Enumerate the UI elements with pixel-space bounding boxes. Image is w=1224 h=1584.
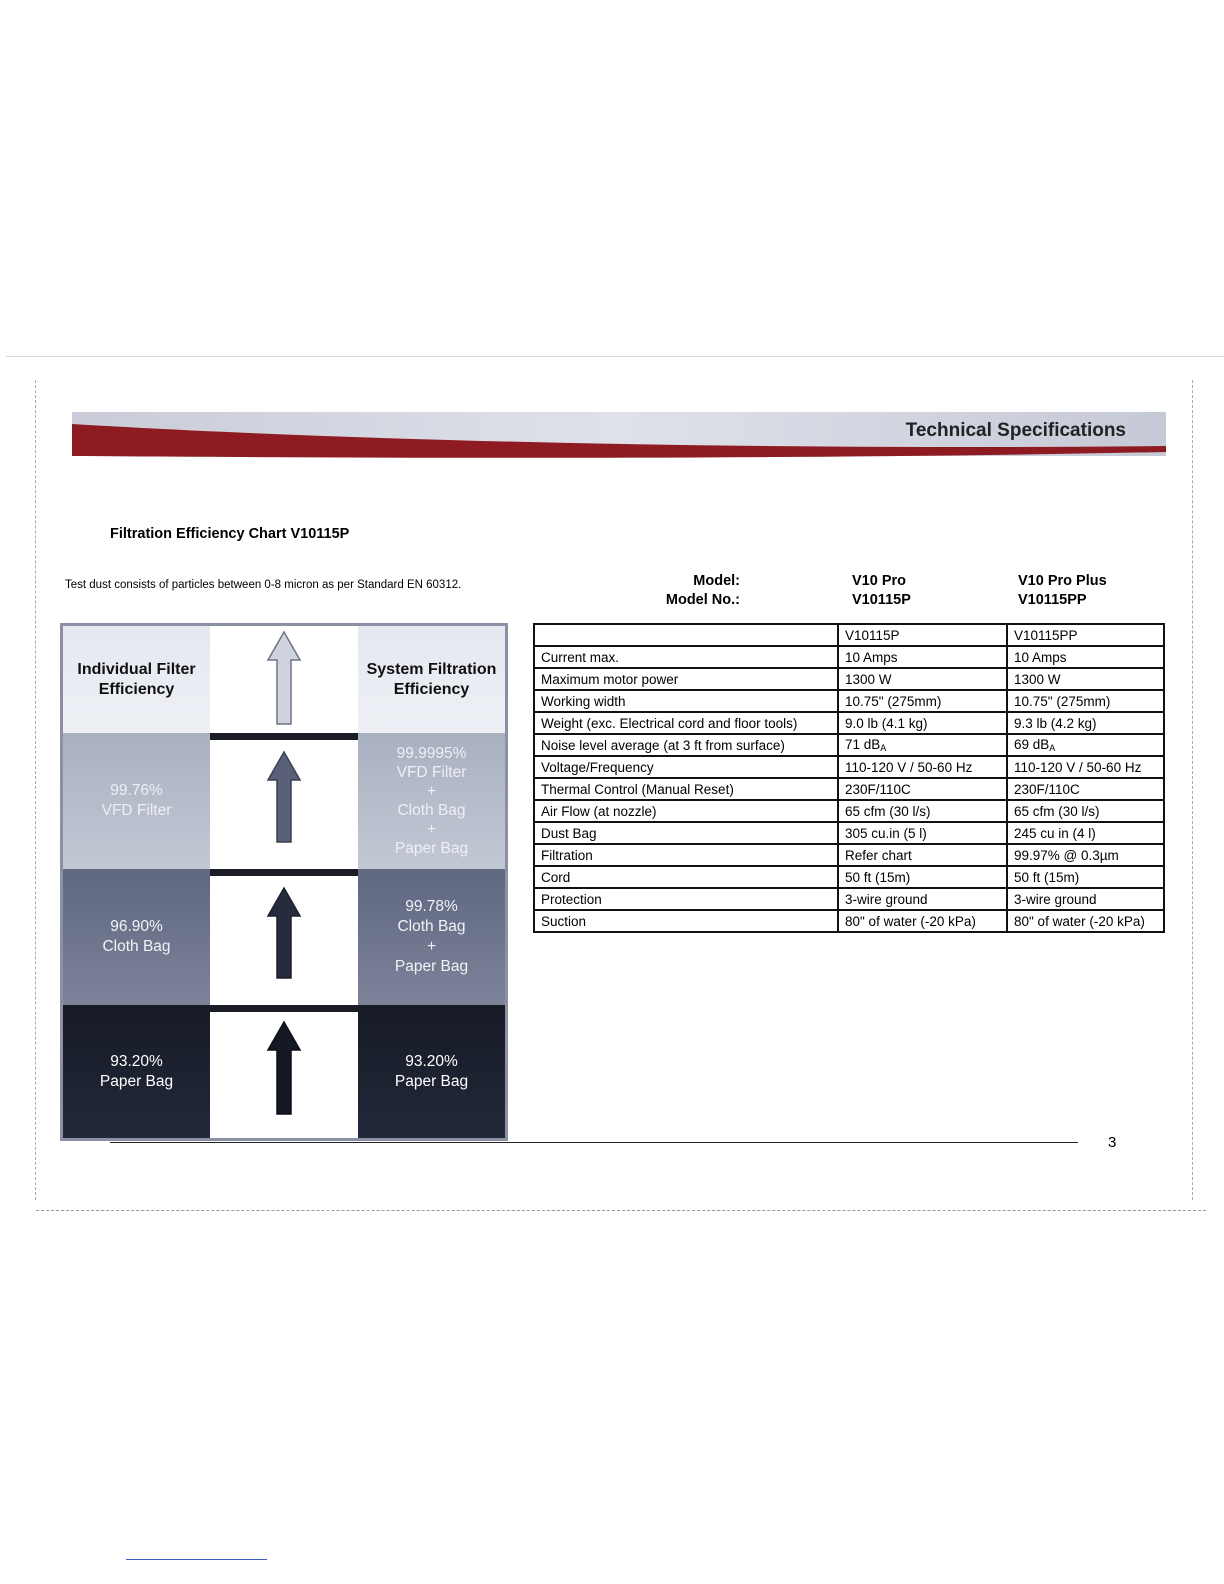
model-col1-name: V10 Pro <box>852 573 906 589</box>
spec-label-cell: Voltage/Frequency <box>534 756 838 778</box>
model-no-label: Model No.: <box>665 592 740 608</box>
spec-row <box>534 668 1164 690</box>
right-stage-2-line-4: Paper Bag <box>394 958 469 975</box>
spec-value-cell: 3-wire ground <box>1007 888 1164 910</box>
spec-value-cell: 65 cfm (30 l/s) <box>1007 800 1164 822</box>
left-stage-1-value: 99.76% <box>110 782 163 799</box>
left-stage-3-label: Paper Bag <box>99 1072 174 1090</box>
spec-value-cell: 1300 W <box>1007 668 1164 690</box>
right-stage-2-line-2: Cloth Bag <box>397 918 466 935</box>
spec-label-cell: Noise level average (at 3 ft from surface) <box>534 734 838 756</box>
right-stage-1 <box>358 733 505 869</box>
spec-label-cell <box>534 624 838 646</box>
spec-row <box>534 866 1164 888</box>
spec-label-cell: Dust Bag <box>534 822 838 844</box>
spec-value-cell: 230F/110C <box>838 778 1007 800</box>
test-dust-note: Test dust consists of particles between 0-8 micron as per Standard EN 60312. <box>65 579 462 591</box>
spec-value-cell: 3-wire ground <box>838 888 1007 910</box>
model-col1-number: V10115P <box>852 592 911 608</box>
left-stage-1 <box>63 733 210 869</box>
system-filtration-header: System Filtration Efficiency <box>358 626 505 733</box>
spec-label-cell: Air Flow (at nozzle) <box>534 800 838 822</box>
spec-row <box>534 822 1164 844</box>
spec-value-cell: 99.97% @ 0.3µm <box>1007 844 1164 866</box>
spec-value-cell: 69 $dB_A$ <box>1007 734 1164 756</box>
footer-rule <box>110 1142 1078 1143</box>
page-number: 3 <box>1108 1134 1117 1151</box>
spec-row <box>534 712 1164 734</box>
blue-underline <box>126 1559 267 1560</box>
spec-row <box>534 756 1164 778</box>
spec-value-cell: 9.3 lb (4.2 kg) <box>1007 712 1164 734</box>
spec-value-cell: V10115P <box>838 624 1007 646</box>
spec-label-cell: Filtration <box>534 844 838 866</box>
right-stage-3-label: Paper Bag <box>394 1072 469 1090</box>
right-stage-1-value: 99.9995% <box>396 745 467 762</box>
left-stage-3 <box>63 1005 210 1138</box>
left-stage-2 <box>63 869 210 1005</box>
spec-value-cell: 110-120 V / 50-60 Hz <box>1007 756 1164 778</box>
spec-label-cell: Maximum motor power <box>534 668 838 690</box>
page-border-right <box>1192 380 1193 1200</box>
spec-value-cell: 80" of water (-20 kPa) <box>838 910 1007 932</box>
spec-value-cell: Refer chart <box>838 844 1007 866</box>
spec-header-row <box>534 624 1164 646</box>
right-stage-1-line-4: Cloth Bag <box>397 802 466 819</box>
spec-label-cell: Current max. <box>534 646 838 668</box>
spec-label-cell: Suction <box>534 910 838 932</box>
spec-row <box>534 690 1164 712</box>
spec-value-cell: 10.75" (275mm) <box>838 690 1007 712</box>
model-labels <box>600 572 740 610</box>
model-label: Model: <box>693 573 740 589</box>
right-stage-2-line-3: + <box>426 938 437 955</box>
spec-value-cell: 9.0 lb (4.1 kg) <box>838 712 1007 734</box>
spec-value-cell: 50 ft (15m) <box>1007 866 1164 888</box>
spec-value-cell: 1300 W <box>838 668 1007 690</box>
left-stage-3-value: 93.20% <box>110 1052 163 1070</box>
right-stage-1-line-2: VFD Filter <box>396 764 467 781</box>
noise-unit-subscript: A <box>880 743 887 753</box>
left-stage-2-label: Cloth Bag <box>102 938 171 955</box>
spec-value-cell: 10.75" (275mm) <box>1007 690 1164 712</box>
page-header-title: Technical Specifications <box>905 420 1126 441</box>
spec-value-cell: V10115PP <box>1007 624 1164 646</box>
spec-value-cell: 245 cu in (4 l) <box>1007 822 1164 844</box>
filtration-efficiency-chart <box>60 623 508 1141</box>
spec-row <box>534 734 1164 756</box>
spec-table <box>533 623 1165 933</box>
spec-value-cell: 80" of water (-20 kPa) <box>1007 910 1164 932</box>
spec-label-cell: Working width <box>534 690 838 712</box>
spec-row <box>534 800 1164 822</box>
spec-value-cell: 10 Amps <box>838 646 1007 668</box>
spec-label-cell: Cord <box>534 866 838 888</box>
spec-value-cell: 50 ft (15m) <box>838 866 1007 888</box>
arrow-up-icon <box>268 888 300 978</box>
spec-row <box>534 778 1164 800</box>
arrow-up-icon <box>268 632 300 724</box>
spec-value-cell: 305 cu.in (5 l) <box>838 822 1007 844</box>
right-stage-1-line-5: + <box>426 821 437 838</box>
spec-value-cell: 65 cfm (30 l/s) <box>838 800 1007 822</box>
arrows-graphic <box>210 626 358 1138</box>
spec-value-cell: 10 Amps <box>1007 646 1164 668</box>
arrow-up-icon <box>268 1022 300 1114</box>
spec-value-cell: 110-120 V / 50-60 Hz <box>838 756 1007 778</box>
chart-title: Filtration Efficiency Chart V10115P <box>110 526 350 542</box>
right-stage-1-line-3: + <box>426 783 437 800</box>
model-col2-number: V10115PP <box>1018 592 1087 608</box>
spec-value-cell: 71 $dB_A$ <box>838 734 1007 756</box>
spec-row <box>534 910 1164 932</box>
model-col2-name: V10 Pro Plus <box>1018 573 1107 589</box>
right-stage-3-value: 93.20% <box>405 1052 458 1070</box>
spec-row <box>534 844 1164 866</box>
right-stage-2-value: 99.78% <box>405 898 458 915</box>
spec-label-cell: Thermal Control (Manual Reset) <box>534 778 838 800</box>
page-border-left <box>35 380 36 1200</box>
individual-filter-header: Individual Filter Efficiency <box>63 626 210 733</box>
spec-label-cell: Weight (exc. Electrical cord and floor tools) <box>534 712 838 734</box>
left-stage-2-value: 96.90% <box>110 918 163 935</box>
page-border-bottom <box>36 1210 1206 1211</box>
model-col2 <box>1018 572 1107 610</box>
right-stage-2 <box>358 869 505 1005</box>
right-stage-3 <box>358 1005 505 1138</box>
noise-unit-subscript: A <box>1049 743 1056 753</box>
model-col1 <box>852 572 911 610</box>
left-stage-1-label: VFD Filter <box>101 802 172 819</box>
arrow-up-icon <box>268 752 300 842</box>
spec-row <box>534 646 1164 668</box>
spec-value-cell: 230F/110C <box>1007 778 1164 800</box>
right-stage-1-line-6: Paper Bag <box>394 840 469 857</box>
spec-row <box>534 888 1164 910</box>
spec-label-cell: Protection <box>534 888 838 910</box>
